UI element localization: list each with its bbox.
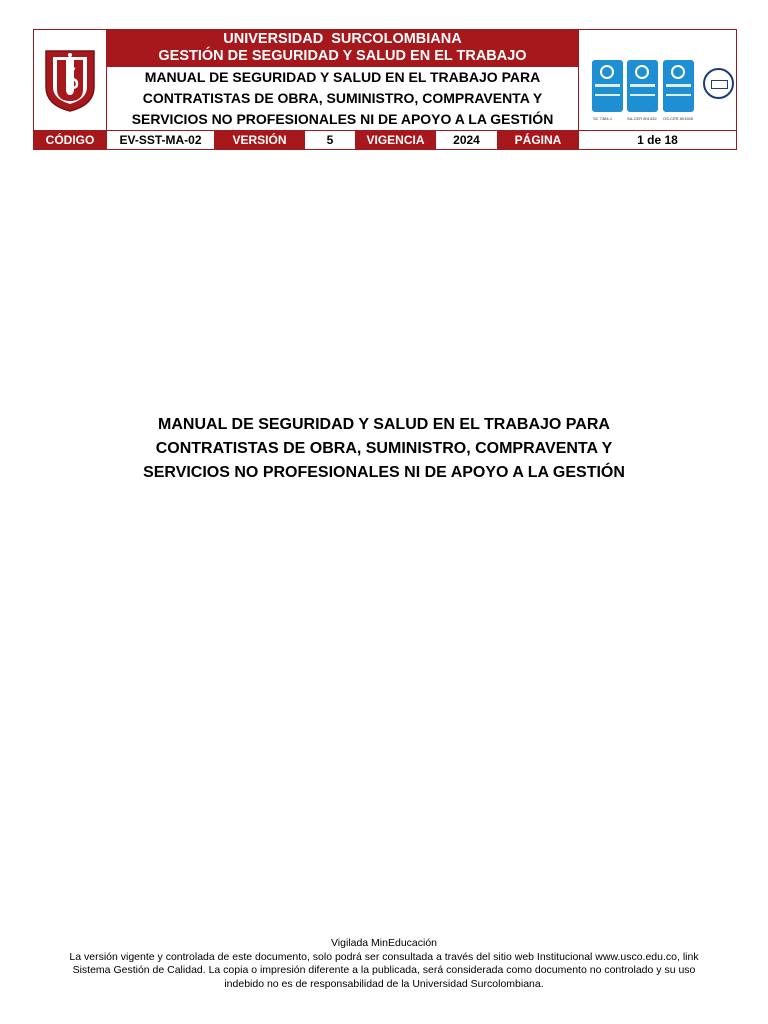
icontec-iso14001-badge-icon <box>627 60 658 112</box>
document-footer <box>40 937 728 991</box>
header-title-line: SERVICIOS NO PROFESIONALES NI DE APOYO A LA GESTIÓN <box>131 111 554 127</box>
title-cell <box>107 30 579 130</box>
cert-code: SA-CER 801432 <box>627 116 657 121</box>
footer-line: La versión vigente y controlada de este documento, solo podrá ser consultada a través del sitio web Institucional www.usco.edu.co, link <box>69 950 699 963</box>
version-value: 5 <box>305 131 356 149</box>
footer-line: Vigilada MinEducación <box>330 937 438 949</box>
document-main-title <box>60 413 708 485</box>
logo-cell <box>34 30 107 130</box>
version-label: VERSIÓN <box>215 131 305 149</box>
main-title-line: CONTRATISTAS DE OBRA, SUMINISTRO, COMPRAVENTA Y <box>155 440 613 457</box>
icontec-iso9001-badge-icon <box>592 60 623 112</box>
document-meta-row <box>34 130 736 149</box>
header-title-line: MANUAL DE SEGURIDAD Y SALUD EN EL TRABAJO PARA <box>144 69 541 85</box>
university-name: UNIVERSIDAD SURCOLOMBIANA <box>223 31 462 47</box>
header-title-line: CONTRATISTAS DE OBRA, SUMINISTRO, COMPRAVENTA Y <box>142 90 543 106</box>
certifications-cell <box>579 30 736 130</box>
institution-band <box>107 30 578 67</box>
document-header <box>33 29 737 150</box>
department-name: GESTIÓN DE SEGURIDAD Y SALUD EN EL TRABAJO <box>158 48 527 64</box>
page-label: PÁGINA <box>498 131 579 149</box>
cert-code: OS-CER 801505 <box>663 116 694 121</box>
usco-shield-logo-icon <box>42 47 98 113</box>
footer-line: indebido no es de responsabilidad de la Universidad Surcolombiana. <box>224 977 544 990</box>
validity-value: 2024 <box>436 131 498 149</box>
main-title-line: SERVICIOS NO PROFESIONALES NI DE APOYO A LA GESTIÓN <box>143 464 625 481</box>
code-value: EV-SST-MA-02 <box>107 131 215 149</box>
footer-line: Sistema Gestión de Calidad. La copia o impresión diferente a la publicada, será considerada como documento no controlado y su uso <box>72 964 696 976</box>
validity-label: VIGENCIA <box>356 131 436 149</box>
main-title-line: MANUAL DE SEGURIDAD Y SALUD EN EL TRABAJO PARA <box>158 416 610 433</box>
certification-seal-icon <box>703 68 734 99</box>
header-document-title <box>107 67 578 130</box>
code-label: CÓDIGO <box>34 131 107 149</box>
icontec-iso45001-badge-icon <box>663 60 694 112</box>
cert-code: SC 7384-1 <box>593 116 613 121</box>
page-value: 1 de 18 <box>579 131 736 149</box>
